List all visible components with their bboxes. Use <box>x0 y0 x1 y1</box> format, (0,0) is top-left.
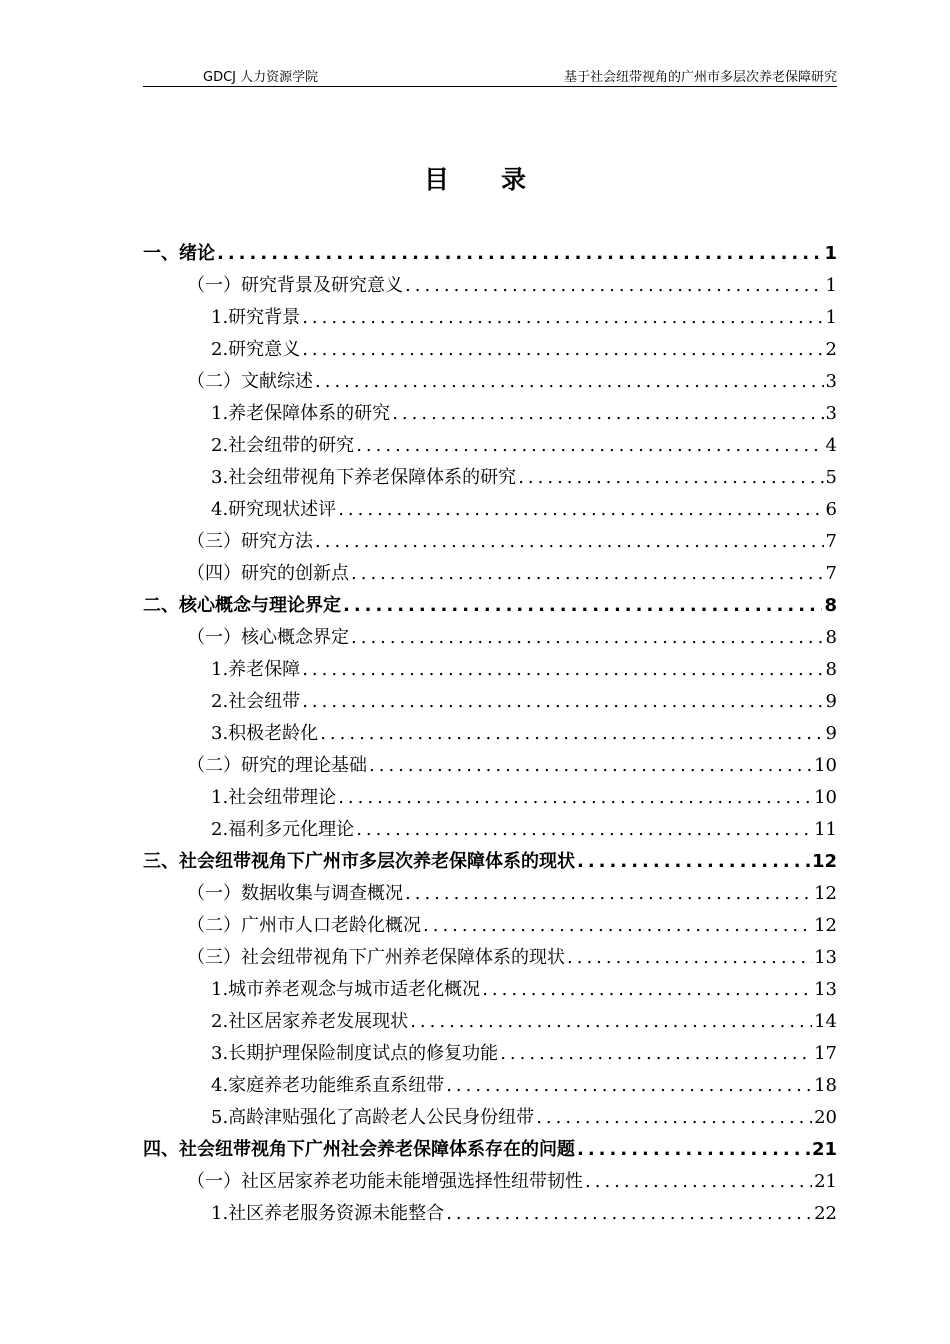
dot-leader <box>577 851 810 873</box>
toc-entry-page-number: 12 <box>814 915 837 936</box>
toc-entry[interactable] <box>143 1068 837 1100</box>
table-of-contents <box>143 236 837 1228</box>
toc-entry-page-number: 8 <box>824 595 837 616</box>
toc-entry-label: 2.社会纽带的研究 <box>211 435 355 456</box>
dot-leader <box>518 467 823 489</box>
toc-entry-label: （一）研究背景及研究意义 <box>187 275 403 296</box>
toc-entry-label: （二）研究的理论基础 <box>187 755 367 776</box>
toc-entry-label: 3.长期护理保险制度试点的修复功能 <box>211 1043 499 1064</box>
dot-leader <box>405 275 824 297</box>
dot-leader <box>567 947 812 969</box>
toc-entry[interactable] <box>143 972 837 1004</box>
toc-entry-label: （一）核心概念界定 <box>187 627 349 648</box>
header-right-text: 基于社会纽带视角的广州市多层次养老保障研究 <box>563 70 837 85</box>
dot-leader <box>423 915 812 937</box>
toc-entry[interactable] <box>143 684 837 716</box>
toc-entry[interactable] <box>143 1036 837 1068</box>
toc-entry-page-number: 13 <box>814 947 837 968</box>
toc-entry[interactable] <box>143 716 837 748</box>
toc-entry-label: 1.养老保障体系的研究 <box>211 403 391 424</box>
toc-entry[interactable] <box>143 1196 837 1228</box>
toc-entry-label: （四）研究的创新点 <box>187 563 349 584</box>
toc-entry-page-number: 21 <box>811 1139 837 1160</box>
toc-entry[interactable] <box>143 844 837 876</box>
dot-leader <box>217 243 822 265</box>
toc-entry[interactable] <box>143 780 837 812</box>
dot-leader <box>392 403 823 425</box>
dot-leader <box>338 499 823 521</box>
toc-entry-page-number: 12 <box>811 851 837 872</box>
toc-entry[interactable] <box>143 524 837 556</box>
toc-entry-page-number: 4 <box>825 435 837 456</box>
toc-entry-page-number: 13 <box>814 979 837 1000</box>
toc-entry[interactable] <box>143 428 837 460</box>
toc-entry-page-number: 22 <box>814 1203 837 1224</box>
toc-entry-label: 1.城市养老观念与城市适老化概况 <box>211 979 481 1000</box>
toc-entry-page-number: 5 <box>825 467 837 488</box>
dot-leader <box>446 1203 812 1225</box>
dot-leader <box>446 1075 812 1097</box>
toc-entry-label: （二）广州市人口老龄化概况 <box>187 915 421 936</box>
toc-entry-label: 2.研究意义 <box>211 339 301 360</box>
toc-entry-label: 1.研究背景 <box>211 307 301 328</box>
dot-leader <box>500 1043 812 1065</box>
dot-leader <box>351 627 824 649</box>
toc-entry[interactable] <box>143 556 837 588</box>
dot-leader <box>320 723 823 745</box>
toc-entry-label: 二、核心概念与理论界定 <box>143 595 341 616</box>
toc-entry[interactable] <box>143 908 837 940</box>
dot-leader <box>482 979 812 1001</box>
toc-entry-label: 一、绪论 <box>143 243 215 264</box>
toc-entry-label: 3.社会纽带视角下养老保障体系的研究 <box>211 467 517 488</box>
toc-entry-label: 3.积极老龄化 <box>211 723 319 744</box>
toc-entry-page-number: 1 <box>825 275 837 296</box>
toc-entry-page-number: 21 <box>814 1171 837 1192</box>
toc-entry-label: 2.社区居家养老发展现状 <box>211 1011 409 1032</box>
toc-entry[interactable] <box>143 236 837 268</box>
dot-leader <box>369 755 812 777</box>
toc-entry[interactable] <box>143 812 837 844</box>
toc-entry[interactable] <box>143 620 837 652</box>
dot-leader <box>356 819 812 841</box>
dot-leader <box>343 595 822 617</box>
toc-entry-page-number: 18 <box>814 1075 837 1096</box>
toc-entry-page-number: 8 <box>825 627 837 648</box>
toc-entry-label: 4.研究现状述评 <box>211 499 337 520</box>
toc-entry-page-number: 3 <box>825 403 837 424</box>
toc-entry-page-number: 12 <box>814 883 837 904</box>
toc-entry-label: 2.福利多元化理论 <box>211 819 355 840</box>
toc-entry[interactable] <box>143 1132 837 1164</box>
toc-entry-page-number: 1 <box>825 307 837 328</box>
dot-leader <box>410 1011 812 1033</box>
dot-leader <box>302 691 823 713</box>
toc-entry-label: 4.家庭养老功能维系直系纽带 <box>211 1075 445 1096</box>
dot-leader <box>351 563 824 585</box>
toc-entry-page-number: 10 <box>814 787 837 808</box>
page-title <box>0 160 950 196</box>
header-left-text: GDCJ 人力资源学院 <box>203 70 319 85</box>
toc-entry-page-number: 10 <box>814 755 837 776</box>
toc-entry-label: （一）社区居家养老功能未能增强选择性纽带韧性 <box>187 1171 583 1192</box>
toc-entry-page-number: 6 <box>825 499 837 520</box>
toc-entry-page-number: 9 <box>825 691 837 712</box>
toc-entry[interactable] <box>143 364 837 396</box>
toc-entry[interactable] <box>143 1164 837 1196</box>
toc-entry-page-number: 7 <box>825 531 837 552</box>
toc-entry-label: 2.社会纽带 <box>211 691 301 712</box>
title-char-2: 录 <box>501 165 527 194</box>
toc-entry-label: （三）研究方法 <box>187 531 313 552</box>
toc-entry-page-number: 8 <box>825 659 837 680</box>
dot-leader <box>302 659 823 681</box>
toc-entry-label: 5.高龄津贴强化了高龄老人公民身份纽带 <box>211 1107 535 1128</box>
toc-entry[interactable] <box>143 300 837 332</box>
toc-entry[interactable] <box>143 940 837 972</box>
page-header <box>143 62 837 87</box>
dot-leader <box>356 435 823 457</box>
toc-entry-page-number: 9 <box>825 723 837 744</box>
toc-entry[interactable] <box>143 332 837 364</box>
toc-entry[interactable] <box>143 396 837 428</box>
toc-entry-label: 四、社会纽带视角下广州社会养老保障体系存在的问题 <box>143 1139 575 1160</box>
toc-entry-label: （三）社会纽带视角下广州养老保障体系的现状 <box>187 947 565 968</box>
toc-entry-page-number: 1 <box>824 243 837 264</box>
dot-leader <box>302 307 823 329</box>
title-char-1: 目 <box>423 165 449 194</box>
toc-entry[interactable] <box>143 268 837 300</box>
toc-entry-page-number: 17 <box>814 1043 837 1064</box>
dot-leader <box>338 787 812 809</box>
dot-leader <box>577 1139 810 1161</box>
toc-entry-page-number: 7 <box>825 563 837 584</box>
toc-entry-label: 1.社会纽带理论 <box>211 787 337 808</box>
toc-entry[interactable] <box>143 652 837 684</box>
dot-leader <box>405 883 812 905</box>
toc-entry[interactable] <box>143 876 837 908</box>
dot-leader <box>585 1171 812 1193</box>
toc-entry[interactable] <box>143 492 837 524</box>
dot-leader <box>315 371 824 393</box>
toc-entry[interactable] <box>143 748 837 780</box>
toc-entry-page-number: 20 <box>814 1107 837 1128</box>
toc-entry-label: 1.社区养老服务资源未能整合 <box>211 1203 445 1224</box>
toc-entry-label: （一）数据收集与调查概况 <box>187 883 403 904</box>
dot-leader <box>315 531 824 553</box>
toc-entry[interactable] <box>143 588 837 620</box>
dot-leader <box>536 1107 812 1129</box>
toc-entry-label: 1.养老保障 <box>211 659 301 680</box>
toc-entry[interactable] <box>143 1100 837 1132</box>
dot-leader <box>302 339 823 361</box>
toc-entry-page-number: 14 <box>814 1011 837 1032</box>
toc-entry-label: 三、社会纽带视角下广州市多层次养老保障体系的现状 <box>143 851 575 872</box>
toc-entry-page-number: 3 <box>825 371 837 392</box>
toc-entry-page-number: 11 <box>814 819 837 840</box>
toc-entry[interactable] <box>143 460 837 492</box>
toc-entry-label: （二）文献综述 <box>187 371 313 392</box>
toc-entry[interactable] <box>143 1004 837 1036</box>
toc-entry-page-number: 2 <box>825 339 837 360</box>
